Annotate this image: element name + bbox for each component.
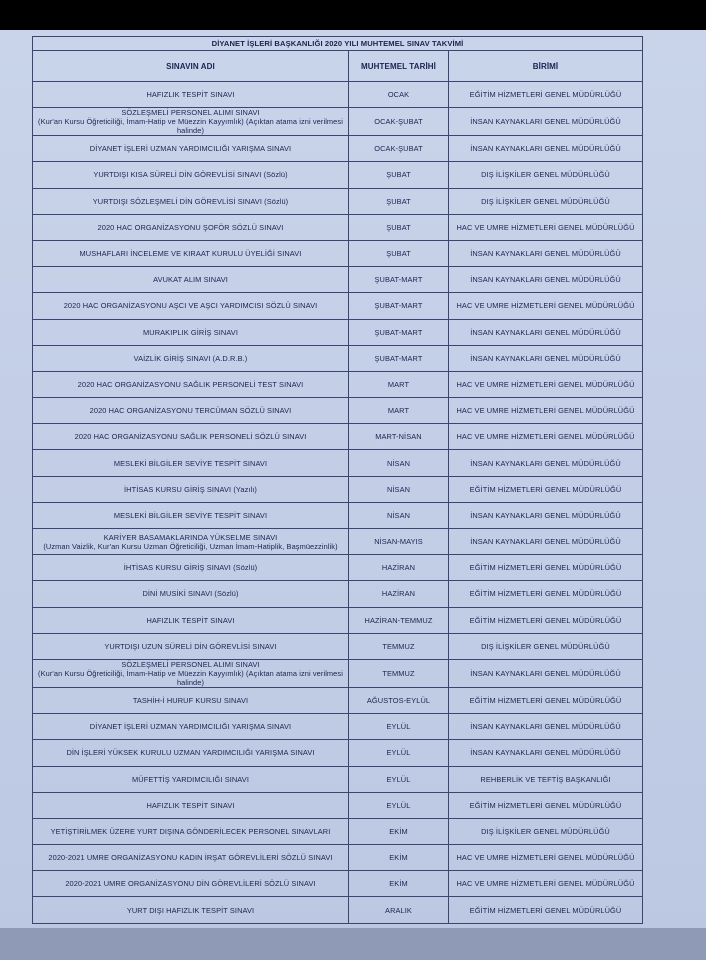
probable-date-cell: OCAK-ŞUBAT xyxy=(349,136,449,162)
table-row xyxy=(33,845,643,871)
exam-name-cell: DİN İŞLERİ YÜKSEK KURULU UZMAN YARDIMCILIĞI YARIŞMA SINAVI xyxy=(33,740,349,766)
table-row xyxy=(33,424,643,450)
probable-date-cell: ARALIK xyxy=(349,897,449,923)
probable-date-cell: EYLÜL xyxy=(349,792,449,818)
probable-date-cell: MART xyxy=(349,398,449,424)
probable-date-cell: NİSAN xyxy=(349,450,449,476)
probable-date-cell: ŞUBAT xyxy=(349,240,449,266)
exam-name-cell: YURT DIŞI HAFIZLIK TESPİT SINAVI xyxy=(33,897,349,923)
exam-name-cell: 2020 HAC ORGANİZASYONU SAĞLIK PERSONELİ TEST SINAVI xyxy=(33,371,349,397)
header-exam-name: SINAVIN ADI xyxy=(33,51,349,82)
probable-date-cell: EKİM xyxy=(349,845,449,871)
probable-date-cell: EYLÜL xyxy=(349,766,449,792)
probable-date-cell: NİSAN-MAYIS xyxy=(349,529,449,555)
exam-name-cell: İHTİSAS KURSU GİRİŞ SINAVI (Sözlü) xyxy=(33,555,349,581)
unit-cell: İNSAN KAYNAKLARI GENEL MÜDÜRLÜĞÜ xyxy=(449,529,643,555)
unit-cell: İNSAN KAYNAKLARI GENEL MÜDÜRLÜĞÜ xyxy=(449,502,643,528)
unit-cell: HAC VE UMRE HİZMETLERİ GENEL MÜDÜRLÜĞÜ xyxy=(449,398,643,424)
exam-name-cell: MESLEKİ BİLGİLER SEVİYE TESPİT SINAVI xyxy=(33,450,349,476)
exam-name-cell: 2020-2021 UMRE ORGANİZASYONU KADIN İRŞAT GÖREVLİLERİ SÖZLÜ SINAVI xyxy=(33,845,349,871)
probable-date-cell: TEMMUZ xyxy=(349,633,449,659)
unit-cell: HAC VE UMRE HİZMETLERİ GENEL MÜDÜRLÜĞÜ xyxy=(449,293,643,319)
unit-cell: İNSAN KAYNAKLARI GENEL MÜDÜRLÜĞÜ xyxy=(449,345,643,371)
table-row xyxy=(33,555,643,581)
table-row xyxy=(33,371,643,397)
exam-calendar-document xyxy=(32,36,642,924)
unit-cell: HAC VE UMRE HİZMETLERİ GENEL MÜDÜRLÜĞÜ xyxy=(449,371,643,397)
table-row xyxy=(33,450,643,476)
bottom-shadow xyxy=(0,928,706,960)
exam-name-cell: VAİZLİK GİRİŞ SINAVI (A.D.R.B.) xyxy=(33,345,349,371)
table-row xyxy=(33,502,643,528)
exam-name-cell: AVUKAT ALIM SINAVI xyxy=(33,267,349,293)
unit-cell: EĞİTİM HİZMETLERİ GENEL MÜDÜRLÜĞÜ xyxy=(449,687,643,713)
table-header-row xyxy=(33,51,643,82)
unit-cell: İNSAN KAYNAKLARI GENEL MÜDÜRLÜĞÜ xyxy=(449,740,643,766)
table-row xyxy=(33,82,643,108)
probable-date-cell: HAZİRAN-TEMMUZ xyxy=(349,607,449,633)
probable-date-cell: ŞUBAT xyxy=(349,188,449,214)
table-row xyxy=(33,267,643,293)
header-probable-date: MUHTEMEL TARİHİ xyxy=(349,51,449,82)
probable-date-cell: EYLÜL xyxy=(349,740,449,766)
exam-name-cell: YURTDIŞI SÖZLEŞMELİ DİN GÖREVLİSİ SINAVI (Sözlü) xyxy=(33,188,349,214)
probable-date-cell: EKİM xyxy=(349,871,449,897)
probable-date-cell: ŞUBAT-MART xyxy=(349,319,449,345)
table-row xyxy=(33,792,643,818)
exam-name-cell: 2020 HAC ORGANİZASYONU AŞCI VE AŞCI YARDIMCISI SÖZLÜ SINAVI xyxy=(33,293,349,319)
table-row xyxy=(33,897,643,923)
unit-cell: İNSAN KAYNAKLARI GENEL MÜDÜRLÜĞÜ xyxy=(449,136,643,162)
unit-cell: DIŞ İLİŞKİLER GENEL MÜDÜRLÜĞÜ xyxy=(449,188,643,214)
table-row xyxy=(33,581,643,607)
exam-name-cell: DİYANET İŞLERİ UZMAN YARDIMCILIĞI YARIŞMA SINAVI xyxy=(33,714,349,740)
table-row xyxy=(33,136,643,162)
table-row xyxy=(33,529,643,555)
exam-name-cell: MURAKIPLIK GİRİŞ SINAVI xyxy=(33,319,349,345)
table-body xyxy=(33,82,643,924)
table-row xyxy=(33,766,643,792)
exam-name-cell: KARİYER BASAMAKLARINDA YÜKSELME SINAVI (Uzman Vaizlik, Kur'an Kursu Uzman Öğreticiliği, Uzman İmam-Hatiplik, Başmüezzinlik) xyxy=(33,529,349,555)
probable-date-cell: ŞUBAT xyxy=(349,214,449,240)
probable-date-cell: NİSAN xyxy=(349,502,449,528)
unit-cell: EĞİTİM HİZMETLERİ GENEL MÜDÜRLÜĞÜ xyxy=(449,555,643,581)
exam-name-cell: MUSHAFLARI İNCELEME VE KIRAAT KURULU ÜYELİĞİ SINAVI xyxy=(33,240,349,266)
probable-date-cell: EKİM xyxy=(349,818,449,844)
table-row xyxy=(33,293,643,319)
table-row xyxy=(33,659,643,687)
unit-cell: EĞİTİM HİZMETLERİ GENEL MÜDÜRLÜĞÜ xyxy=(449,82,643,108)
document-photo xyxy=(0,30,706,960)
table-row xyxy=(33,818,643,844)
probable-date-cell: OCAK-ŞUBAT xyxy=(349,108,449,136)
exam-name-cell: İHTİSAS KURSU GİRİŞ SINAVI (Yazılı) xyxy=(33,476,349,502)
table-row xyxy=(33,214,643,240)
unit-cell: İNSAN KAYNAKLARI GENEL MÜDÜRLÜĞÜ xyxy=(449,267,643,293)
unit-cell: HAC VE UMRE HİZMETLERİ GENEL MÜDÜRLÜĞÜ xyxy=(449,871,643,897)
table-row xyxy=(33,740,643,766)
table-row xyxy=(33,607,643,633)
table-row xyxy=(33,714,643,740)
unit-cell: EĞİTİM HİZMETLERİ GENEL MÜDÜRLÜĞÜ xyxy=(449,476,643,502)
probable-date-cell: AĞUSTOS-EYLÜL xyxy=(349,687,449,713)
unit-cell: HAC VE UMRE HİZMETLERİ GENEL MÜDÜRLÜĞÜ xyxy=(449,214,643,240)
unit-cell: İNSAN KAYNAKLARI GENEL MÜDÜRLÜĞÜ xyxy=(449,240,643,266)
exam-name-cell: 2020 HAC ORGANİZASYONU SAĞLIK PERSONELİ SÖZLÜ SINAVI xyxy=(33,424,349,450)
exam-name-cell: 2020 HAC ORGANİZASYONU ŞOFÖR SÖZLÜ SINAVI xyxy=(33,214,349,240)
table-row xyxy=(33,633,643,659)
probable-date-cell: OCAK xyxy=(349,82,449,108)
exam-name-cell: YETİŞTİRİLMEK ÜZERE YURT DIŞINA GÖNDERİLECEK PERSONEL SINAVLARI xyxy=(33,818,349,844)
table-row xyxy=(33,188,643,214)
unit-cell: EĞİTİM HİZMETLERİ GENEL MÜDÜRLÜĞÜ xyxy=(449,607,643,633)
unit-cell: DIŞ İLİŞKİLER GENEL MÜDÜRLÜĞÜ xyxy=(449,162,643,188)
unit-cell: İNSAN KAYNAKLARI GENEL MÜDÜRLÜĞÜ xyxy=(449,319,643,345)
table-row xyxy=(33,345,643,371)
exam-calendar-table xyxy=(32,36,643,924)
unit-cell: İNSAN KAYNAKLARI GENEL MÜDÜRLÜĞÜ xyxy=(449,450,643,476)
exam-name-cell: YURTDIŞI KISA SÜRELİ DİN GÖREVLİSİ SINAVI (Sözlü) xyxy=(33,162,349,188)
table-row xyxy=(33,687,643,713)
table-row xyxy=(33,476,643,502)
exam-name-cell: HAFIZLIK TESPİT SINAVI xyxy=(33,82,349,108)
unit-cell: REHBERLİK VE TEFTİŞ BAŞKANLIĞI xyxy=(449,766,643,792)
probable-date-cell: MART xyxy=(349,371,449,397)
unit-cell: İNSAN KAYNAKLARI GENEL MÜDÜRLÜĞÜ xyxy=(449,714,643,740)
probable-date-cell: HAZİRAN xyxy=(349,555,449,581)
unit-cell: EĞİTİM HİZMETLERİ GENEL MÜDÜRLÜĞÜ xyxy=(449,581,643,607)
table-row xyxy=(33,398,643,424)
table-row xyxy=(33,162,643,188)
probable-date-cell: NİSAN xyxy=(349,476,449,502)
unit-cell: DIŞ İLİŞKİLER GENEL MÜDÜRLÜĞÜ xyxy=(449,633,643,659)
unit-cell: EĞİTİM HİZMETLERİ GENEL MÜDÜRLÜĞÜ xyxy=(449,897,643,923)
header-unit: BİRİMİ xyxy=(449,51,643,82)
exam-name-cell: TASHİH-İ HURUF KURSU SINAVI xyxy=(33,687,349,713)
probable-date-cell: ŞUBAT xyxy=(349,162,449,188)
probable-date-cell: ŞUBAT-MART xyxy=(349,345,449,371)
table-row xyxy=(33,108,643,136)
exam-name-cell: HAFIZLIK TESPİT SINAVI xyxy=(33,792,349,818)
unit-cell: HAC VE UMRE HİZMETLERİ GENEL MÜDÜRLÜĞÜ xyxy=(449,424,643,450)
table-row xyxy=(33,319,643,345)
exam-name-cell: DİNİ MUSİKİ SINAVI (Sözlü) xyxy=(33,581,349,607)
exam-name-cell: MÜFETTİŞ YARDIMCILIĞI SINAVI xyxy=(33,766,349,792)
exam-name-cell: DİYANET İŞLERİ UZMAN YARDIMCILIĞI YARIŞMA SINAVI xyxy=(33,136,349,162)
exam-name-cell: 2020-2021 UMRE ORGANİZASYONU DİN GÖREVLİLERİ SÖZLÜ SINAVI xyxy=(33,871,349,897)
exam-name-cell: HAFIZLIK TESPİT SINAVI xyxy=(33,607,349,633)
exam-name-cell: 2020 HAC ORGANİZASYONU TERCÜMAN SÖZLÜ SINAVI xyxy=(33,398,349,424)
probable-date-cell: TEMMUZ xyxy=(349,659,449,687)
table-row xyxy=(33,240,643,266)
unit-cell: EĞİTİM HİZMETLERİ GENEL MÜDÜRLÜĞÜ xyxy=(449,792,643,818)
unit-cell: HAC VE UMRE HİZMETLERİ GENEL MÜDÜRLÜĞÜ xyxy=(449,845,643,871)
probable-date-cell: HAZİRAN xyxy=(349,581,449,607)
probable-date-cell: MART-NİSAN xyxy=(349,424,449,450)
unit-cell: İNSAN KAYNAKLARI GENEL MÜDÜRLÜĞÜ xyxy=(449,659,643,687)
exam-name-cell: YURTDIŞI UZUN SÜRELİ DİN GÖREVLİSİ SINAVI xyxy=(33,633,349,659)
probable-date-cell: ŞUBAT-MART xyxy=(349,267,449,293)
exam-name-cell: SÖZLEŞMELİ PERSONEL ALIMI SINAVI (Kur'an Kursu Öğreticiliği, İmam-Hatip ve Müezzin Kayyımlık) (Açıktan atama izni verilmesi halinde) xyxy=(33,108,349,136)
probable-date-cell: EYLÜL xyxy=(349,714,449,740)
unit-cell: DIŞ İLİŞKİLER GENEL MÜDÜRLÜĞÜ xyxy=(449,818,643,844)
exam-name-cell: SÖZLEŞMELİ PERSONEL ALIMI SINAVI (Kur'an Kursu Öğreticiliği, İmam-Hatip ve Müezzin Kayyımlık) (Açıktan atama izni verilmesi halinde) xyxy=(33,659,349,687)
unit-cell: İNSAN KAYNAKLARI GENEL MÜDÜRLÜĞÜ xyxy=(449,108,643,136)
probable-date-cell: ŞUBAT-MART xyxy=(349,293,449,319)
table-title: DİYANET İŞLERİ BAŞKANLIĞI 2020 YILI MUHTEMEL SINAV TAKVİMİ xyxy=(33,37,643,51)
table-title-row xyxy=(33,37,643,51)
table-row xyxy=(33,871,643,897)
exam-name-cell: MESLEKİ BİLGİLER SEVİYE TESPİT SINAVI xyxy=(33,502,349,528)
